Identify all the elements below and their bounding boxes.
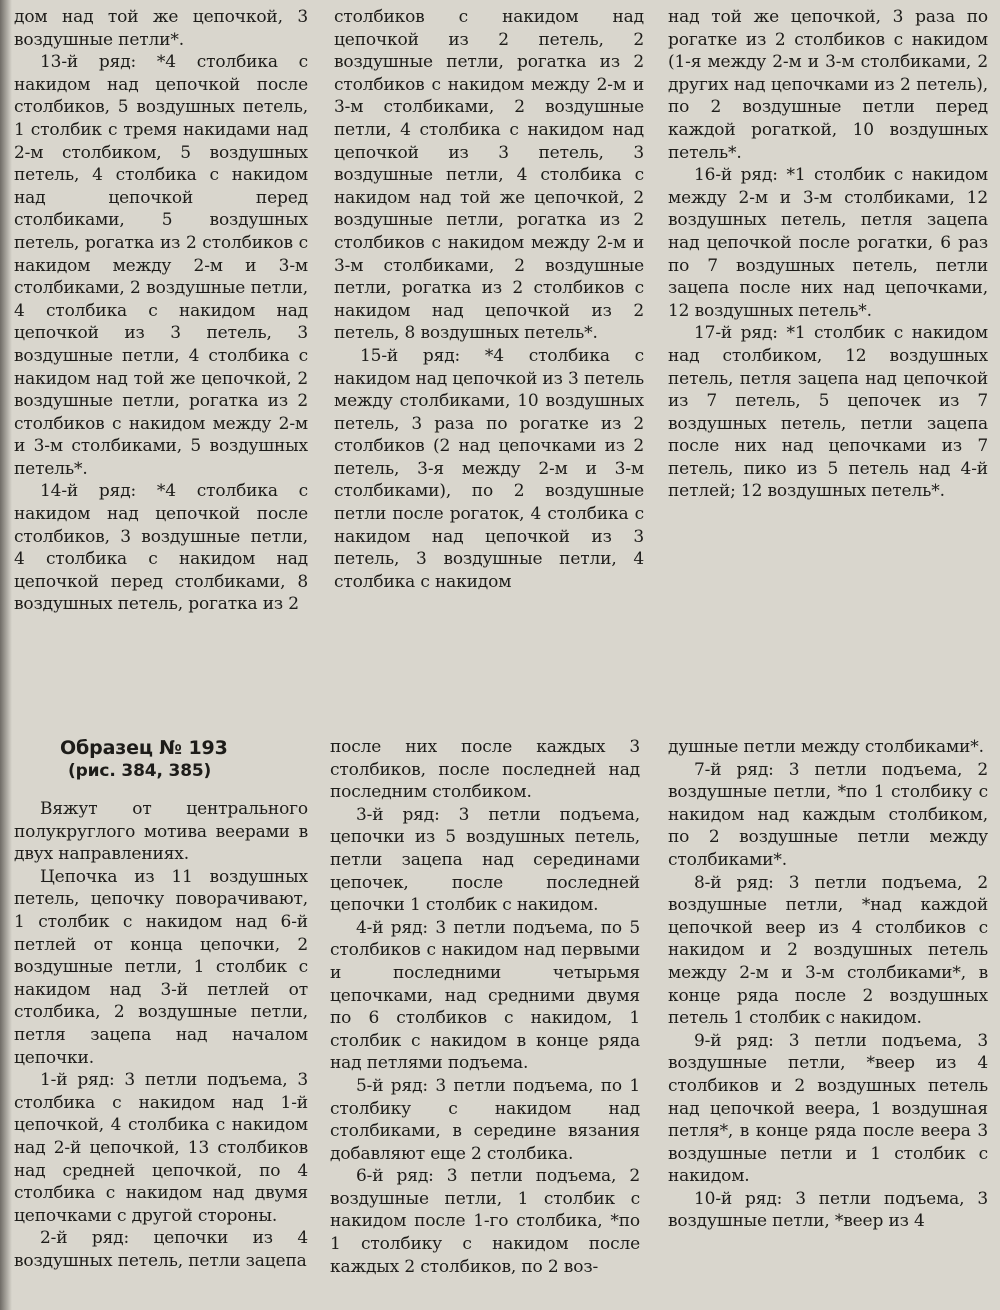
paragraph: после них после каждых 3 столбиков, после последней над последним столбиком. <box>330 737 640 803</box>
paragraph: 10-й ряд: 3 петли подъема, 3 воздушные петли, *веер из 4 <box>668 1188 988 1232</box>
sample-figure-reference: (рис. 384, 385) <box>68 761 212 781</box>
paragraph: 2-й ряд: цепочки из 4 воздушных петель, петли зацепа <box>14 1228 308 1271</box>
top-column-2 <box>334 6 644 593</box>
paragraph: 3-й ряд: 3 петли подъема, цепочки из 5 воздушных петель, петли зацепа над серединами цепочек, после последней цепочки 1 столбик с накидом. <box>330 804 640 916</box>
paragraph: 15-й ряд: *4 столбика с накидом над цепочкой из 3 петель между столбиками, 10 воздушных петель, 3 раза по рогатке из 2 столбиков (2 над цепочками из 2 петель, 3-я между 2-м и 3-м столбиками), по 2 воздушные петли после рогаток, 4 столбика с накидом над цепочкой из 3 петель, 3 воздушные петли, 4 столбика с накидом <box>334 345 644 592</box>
paragraph: 7-й ряд: 3 петли подъема, 2 воздушные петли, *по 1 столбику с накидом над каждым столбиком, по 2 воздушные петли между столбиками*. <box>668 759 988 870</box>
paragraph: Вяжут от центрального полукруглого мотива веерами в двух направлениях. <box>14 799 308 865</box>
bottom-column-3 <box>668 736 988 1233</box>
paragraph: 14-й ряд: *4 столбика с накидом над цепочкой после столбиков, 3 воздушные петли, 4 столбика с накидом над цепочкой перед столбиками, 8 воздушных петель, рогатка из 2 <box>14 481 308 615</box>
paragraph: над той же цепочкой, 3 раза по рогатке из 2 столбиков с накидом (1-я между 2-м и 3-м столбиками, 2 других над цепочками из 2 петель), по 2 воздушные петли перед каждой рогаткой, 10 воздушных петель*. <box>668 7 988 163</box>
top-column-1 <box>14 6 308 616</box>
paragraph: душные петли между столбиками*. <box>668 737 984 757</box>
paragraph: 17-й ряд: *1 столбик с накидом над столбиком, 12 воздушных петель, петля зацепа над цепочкой из 7 петель, 5 цепочек из 7 воздушных петель, петли зацепа после них над цепочками из 7 петель, пико из 5 петель над 4-й петлей; 12 воздушных петель*. <box>668 323 988 502</box>
paragraph: 4-й ряд: 3 петли подъема, по 5 столбиков с накидом над первыми и последними четырьмя цепочками, над средними двумя по 6 столбиков с накидом, 1 столбик с накидом в конце ряда над петлями подъема. <box>330 917 640 1074</box>
top-column-3 <box>668 6 988 503</box>
paragraph: 5-й ряд: 3 петли подъема, по 1 столбику с накидом над столбиками, в середине вязания добавляют еще 2 столбика. <box>330 1075 640 1164</box>
bottom-column-1 <box>14 736 308 1272</box>
bottom-column-1-text <box>14 798 308 1272</box>
page-binding-shadow <box>0 0 12 1310</box>
paragraph: 6-й ряд: 3 петли подъема, 2 воздушные петли, 1 столбик с накидом после 1-го столбика, *по 1 столбику с накидом после каждых 2 столбиков, по 2 воз- <box>330 1166 640 1277</box>
sample-title: Образец № 193 <box>60 737 228 759</box>
paragraph: Цепочка из 11 воздушных петель, цепочку поворачивают, 1 столбик с накидом над 6-й петлей от конца цепочки, 2 воздушные петли, 1 столбик с накидом над 3-й петлей от столбика, 2 воздушные петли, петля зацепа над началом цепочки. <box>14 866 308 1068</box>
paragraph: 16-й ряд: *1 столбик с накидом между 2-м и 3-м столбиками, 12 воздушных петель, петля зацепа над цепочкой после рогатки, 6 раз по 7 воздушных петель, петли зацепа после них над цепочками, 12 воздушных петель*. <box>668 165 988 321</box>
paragraph: дом над той же цепочкой, 3 воздушные петли*. <box>14 7 308 50</box>
bottom-column-2 <box>330 736 640 1278</box>
paragraph: 1-й ряд: 3 петли подъема, 3 столбика с накидом над 1-й цепочкой, 4 столбика с накидом над 2-й цепочкой, 13 столбиков над средней цепочкой, по 4 столбика с накидом над двумя цепочками с другой стороны. <box>14 1070 308 1226</box>
paragraph: 13-й ряд: *4 столбика с накидом над цепочкой после столбиков, 5 воздушных петель, 1 столбик с тремя накидами над 2-м столбиком, 5 воздушных петель, 4 столбика с накидом над цепочкой перед столбиками, 5 воздушных петель, рогатка из 2 столбиков с накидом между 2-м и 3-м столбиками, 2 воздушные петли, 4 столбика с накидом над цепочкой из 3 петель, 3 воздушные петли, 4 столбика с накидом над той же цепочкой, 2 воздушные петли, рогатка из 2 столбиков с накидом между 2-м и 3-м столбиками, 5 воздушных петель*. <box>14 52 308 479</box>
paragraph: 9-й ряд: 3 петли подъема, 3 воздушные петли, *веер из 4 столбиков и 2 воздушных петель над цепочкой веера, 1 воздушная петля*, в конце ряда после веера 3 воздушные петли и 1 столбик с накидом. <box>668 1030 988 1187</box>
paragraph: 8-й ряд: 3 петли подъема, 2 воздушные петли, *над каждой цепочкой веер из 4 столбиков с накидом и 2 воздушных петель между 2-м и 3-м столбиками*, в конце ряда после 2 воздушных петель 1 столбик с накидом. <box>668 872 988 1029</box>
paragraph: столбиков с накидом над цепочкой из 2 петель, 2 воздушные петли, рогатка из 2 столбиков с накидом между 2-м и 3-м столбиками, 2 воздушные петли, 4 столбика с накидом над цепочкой из 3 петель, 3 воздушные петли, 4 столбика с накидом над той же цепочкой, 2 воздушные петли, рогатка из 2 столбиков с накидом между 2-м и 3-м столбиками, 2 воздушные петли, рогатка из 2 столбиков с накидом над цепочкой из 2 петель, 8 воздушных петель*. <box>334 7 644 344</box>
